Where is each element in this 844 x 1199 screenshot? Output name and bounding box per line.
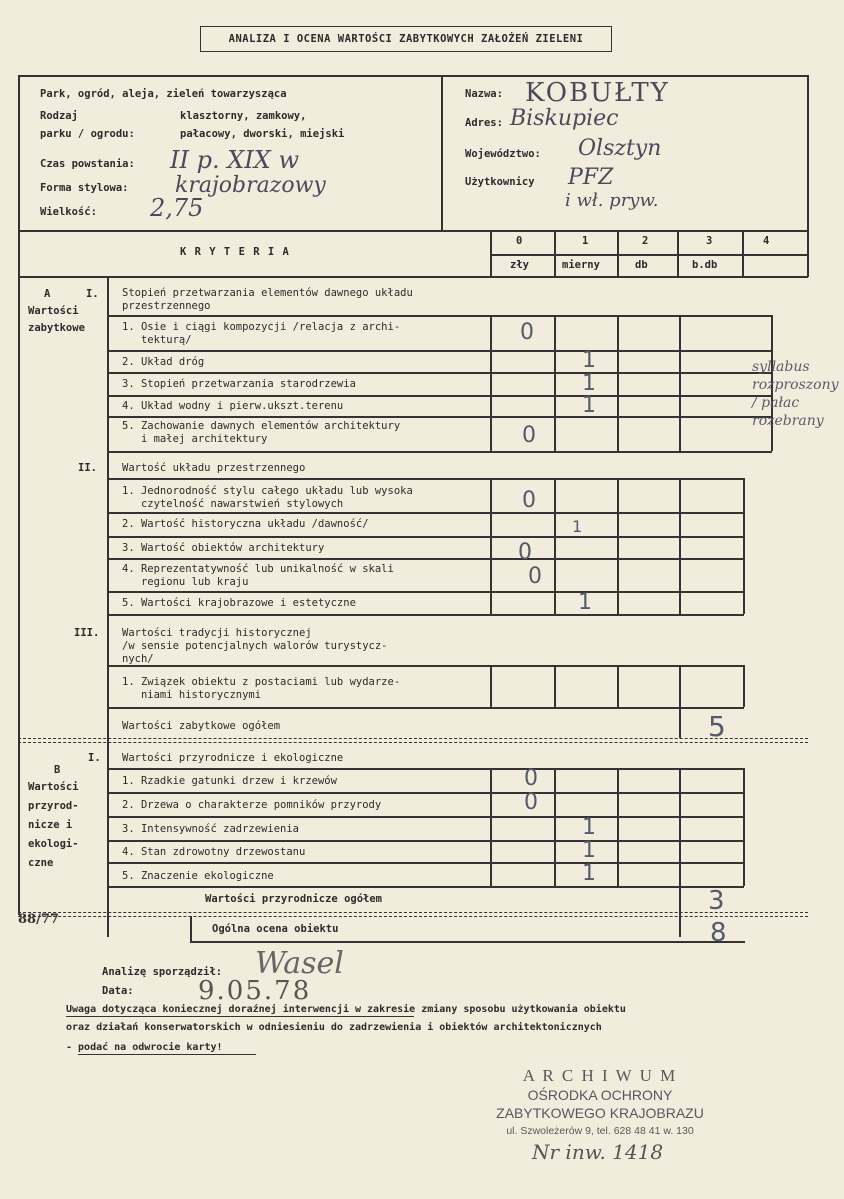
- b-item-2: 2. Drzewa o charakterze pomników przyrody: [122, 799, 382, 811]
- section-a-name-1: Wartości: [28, 305, 79, 317]
- score-col-line: [554, 768, 556, 886]
- group-3-roman: III.: [74, 627, 100, 639]
- rodzaj-options-1: klasztorny, zamkowy,: [180, 110, 307, 122]
- stamp-line-3: ZABYTKOWEGO KRAJOBRAZU: [496, 1105, 704, 1121]
- rodzaj-options-2: pałacowy, dworski, miejski: [180, 128, 345, 140]
- row-line: [107, 478, 744, 480]
- note-underline-1: [66, 1016, 414, 1017]
- header-divider: [441, 75, 443, 230]
- data-value: 9.05.78: [198, 976, 312, 1006]
- rodzaj-label: Rodzaj: [40, 110, 78, 122]
- stamp-line-2: OŚRODKA OCHRONY: [527, 1087, 673, 1103]
- section-b-name-1: Wartości: [28, 781, 79, 793]
- row-line: [107, 591, 744, 593]
- frame-right: [807, 75, 809, 277]
- col-4-number: 4: [763, 235, 770, 247]
- score-col-line: [554, 478, 556, 614]
- kryteria-label: K R Y T E R I A: [180, 246, 290, 258]
- score-col-line: [679, 768, 681, 886]
- col-line-1: [554, 230, 556, 277]
- score-a1-4: 1: [582, 393, 596, 418]
- a1-item-4: 4. Układ wodny i pierw.ukszt.terenu: [122, 400, 344, 412]
- score-col-line: [490, 478, 492, 614]
- score-col-line: [490, 315, 492, 451]
- col-line-3: [677, 230, 679, 277]
- section-separator-2: [18, 742, 808, 743]
- row-line: [107, 665, 744, 667]
- row-line: [107, 614, 744, 616]
- score-a1-5: 0: [522, 423, 536, 448]
- criteria-left-line: [107, 277, 109, 937]
- score-col-line: [490, 665, 492, 707]
- row-line: [107, 840, 744, 842]
- score-col-line: [490, 768, 492, 886]
- wojewodztwo-label: Województwo:: [465, 148, 541, 160]
- col-0-label: zły: [510, 259, 529, 271]
- group-2-roman: II.: [78, 462, 97, 474]
- section-a-letter: A: [44, 288, 51, 300]
- total-separator-1: [18, 912, 808, 913]
- col-3-number: 3: [706, 235, 713, 247]
- nazwa-label: Nazwa:: [465, 88, 503, 100]
- score-a2-4: 0: [528, 564, 542, 589]
- col-0-number: 0: [516, 235, 523, 247]
- analiza-label: Analizę sporządził:: [102, 966, 223, 978]
- section-b-title: Wartości przyrodnicze i ekologiczne: [122, 752, 344, 764]
- overall-box-bottom: [190, 941, 745, 943]
- overall-value: 8: [710, 918, 727, 948]
- row-line: [107, 315, 772, 317]
- margin-note: syllabus rozproszony / pałac rozebrany: [752, 359, 839, 429]
- row-line: [107, 707, 744, 709]
- row-line: [107, 372, 772, 374]
- section-separator-1: [18, 738, 808, 739]
- col-1-label: mierny: [562, 259, 600, 271]
- col-line-2: [617, 230, 619, 277]
- a1-item-3: 3. Stopień przetwarzania starodrzewia: [122, 378, 356, 390]
- score-a2-3: 0: [518, 540, 532, 565]
- score-col-line: [679, 665, 681, 707]
- b-item-3: 3. Intensywność zadrzewienia: [122, 823, 300, 835]
- data-label: Data:: [102, 985, 134, 997]
- row-line: [107, 451, 772, 453]
- row-line: [107, 558, 744, 560]
- a1-item-2: 2. Układ dróg: [122, 356, 205, 368]
- stamp-line-1: A R C H I W U M: [522, 1066, 678, 1085]
- a2-item-4: 4. Reprezentatywność lub unikalność w skali regionu lub kraju: [122, 563, 394, 588]
- score-a1-3: 1: [582, 371, 596, 396]
- total-b-value: 3: [708, 886, 725, 916]
- signature: Wasel: [255, 946, 344, 981]
- page-mark: 88/77: [18, 912, 59, 927]
- b-item-1: 1. Rzadkie gatunki drzew i krzewów: [122, 775, 337, 787]
- score-col-line: [617, 768, 619, 886]
- adres-label: Adres:: [465, 117, 503, 129]
- uzytkownik-label: Użytkowniсy: [465, 176, 535, 188]
- a2-item-1: 1. Jednorodność stylu całego układu lub wysoka czytelność nawarstwień stylowych: [122, 485, 413, 510]
- score-col-line: [554, 665, 556, 707]
- score-a2-2: 1: [572, 517, 583, 536]
- score-col-line: [743, 768, 745, 886]
- wielkosc-label: Wielkość:: [40, 206, 97, 218]
- uzytkownik-value-1: PFZ: [568, 165, 614, 190]
- group-2-title: Wartość układu przestrzennego: [122, 462, 306, 474]
- wielkosc-value: 2,75: [150, 194, 204, 222]
- score-col-line: [679, 315, 681, 451]
- score-col-line: [743, 478, 745, 614]
- score-col-line: [617, 315, 619, 451]
- wojewodztwo-value: Olsztyn: [578, 136, 662, 161]
- note-underline-3: [78, 1054, 256, 1055]
- a1-item-5: 5. Zachowanie dawnych elementów architektury i małej architektury: [122, 420, 401, 445]
- score-a1-2: 1: [582, 348, 596, 373]
- forma-value: krajobrazowy: [175, 173, 326, 198]
- section-b-name-4: ekologi-: [28, 838, 79, 850]
- forma-label: Forma stylowa:: [40, 182, 129, 194]
- note-line-2: oraz działań konserwatorskich w odniesieniu do zadrzewienia i obiektów architektonicznych: [66, 1022, 602, 1033]
- score-col-line: [617, 478, 619, 614]
- czas-value: II p. XIX w: [170, 146, 300, 174]
- frame-left: [18, 75, 20, 915]
- score-col-line: [743, 665, 745, 707]
- b-item-5: 5. Znaczenie ekologiczne: [122, 870, 274, 882]
- uzytkownik-value-2: i wł. pryw.: [565, 190, 659, 211]
- overall-box-left: [190, 916, 192, 942]
- total-separator-2: [18, 916, 808, 917]
- type-line: Park, ogród, aleja, zieleń towarzysząca: [40, 88, 287, 100]
- col-line-0: [490, 230, 492, 277]
- section-a-name-2: zabytkowe: [28, 322, 85, 334]
- note-line-1: Uwaga dotycząca koniecznej doraźnej interwencji w zakresie zmiany sposobu użytkowania obiektu: [66, 1004, 626, 1015]
- row-line: [107, 416, 772, 418]
- total-a-value: 5: [708, 710, 726, 743]
- document-title: ANALIZA I OCENA WARTOŚCI ZABYTKOWYCH ZAŁOŻEŃ ZIELENI: [200, 26, 612, 52]
- total-col-line: [679, 707, 681, 738]
- col-2-label: db: [635, 259, 648, 271]
- section-b-letter: B: [54, 764, 61, 776]
- col-header-bottom: [18, 276, 808, 278]
- nazwa-value: KOBUŁTY: [525, 78, 670, 108]
- section-b-roman: I.: [88, 752, 101, 764]
- col-line-4: [742, 230, 744, 277]
- row-line: [107, 350, 772, 352]
- col-3-label: b.db: [692, 259, 718, 271]
- header-bottom: [18, 230, 808, 232]
- a2-item-2: 2. Wartość historyczna układu /dawność/: [122, 518, 369, 530]
- adres-value: Biskupiec: [510, 106, 619, 131]
- row-line: [107, 816, 744, 818]
- row-line: [107, 862, 744, 864]
- score-col-line: [617, 665, 619, 707]
- score-b-1: 0: [524, 766, 538, 791]
- note-line-3: - podać na odwrocie karty!: [66, 1042, 223, 1053]
- col-1-number: 1: [582, 235, 589, 247]
- section-b-name-3: nicze i: [28, 819, 73, 831]
- row-line: [107, 536, 744, 538]
- czas-label: Czas powstania:: [40, 158, 135, 170]
- score-a2-1: 0: [522, 488, 536, 513]
- row-line: [107, 768, 744, 770]
- row-line: [107, 395, 772, 397]
- overall-label: Ogólna ocena obiektu: [212, 923, 339, 935]
- total-a-label: Wartości zabytkowe ogółem: [122, 720, 281, 732]
- score-col-line: [554, 315, 556, 451]
- b-item-4: 4. Stan zdrowotny drzewostanu: [122, 846, 306, 858]
- inventory-number: Nr inw. 1418: [532, 1140, 664, 1164]
- stamp-line-4: ul. Szwoleżerów 9, tel. 628 48 41 w. 130: [506, 1125, 694, 1137]
- row-line: [107, 792, 744, 794]
- frame-top: [18, 75, 808, 77]
- section-b-name-2: przyrod-: [28, 800, 79, 812]
- a1-item-1: 1. Osie i ciągi kompozycji /relacja z archi- tekturą/: [122, 321, 401, 346]
- score-b-3: 1: [582, 815, 596, 840]
- score-a2-5: 1: [578, 590, 592, 615]
- section-b-name-5: czne: [28, 857, 54, 869]
- row-line: [107, 886, 744, 888]
- score-a1-1: 0: [520, 320, 534, 345]
- a3-item-1: 1. Związek obiektu z postaciami lub wydarze- niami historycznymi: [122, 676, 401, 701]
- score-b-2: 0: [524, 790, 538, 815]
- score-col-line: [679, 478, 681, 614]
- a2-item-3: 3. Wartość obiektów architektury: [122, 542, 325, 554]
- a2-item-5: 5. Wartości krajobrazowe i estetyczne: [122, 597, 356, 609]
- group-1-title: Stopień przetwarzania elementów dawnego układu przestrzennego: [122, 287, 413, 312]
- score-b-4: 1: [582, 838, 596, 863]
- section-a-roman: I.: [86, 288, 99, 300]
- row-line: [107, 512, 744, 514]
- col-2-number: 2: [642, 235, 649, 247]
- parku-label: parku / ogrodu:: [40, 128, 135, 140]
- col-header-mid: [490, 254, 807, 256]
- total-b-label: Wartości przyrodnicze ogółem: [205, 893, 383, 905]
- group-3-title: Wartości tradycji historycznej /w sensie potencjalnych walorów turystycz- nych/: [122, 627, 388, 665]
- score-b-5: 1: [582, 861, 596, 886]
